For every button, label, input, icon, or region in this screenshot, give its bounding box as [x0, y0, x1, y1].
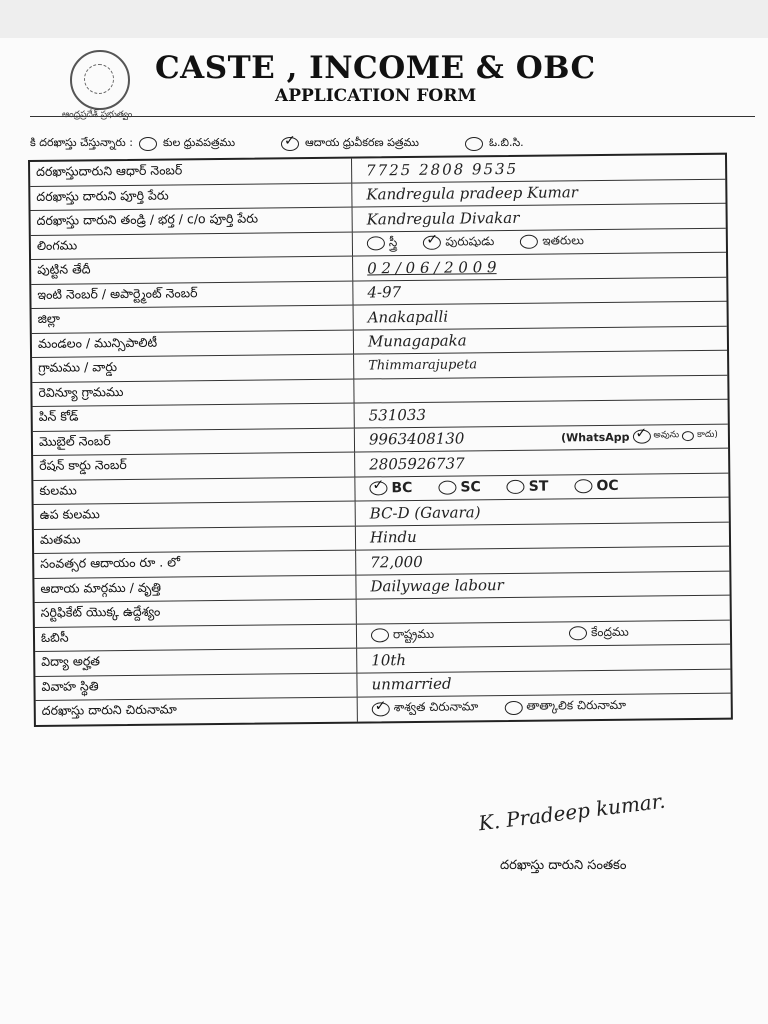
- address-options: [358, 694, 731, 721]
- caste-options: [355, 473, 728, 500]
- occupation-field[interactable]: Dailywage labour: [370, 576, 504, 596]
- village-field[interactable]: Thimmarajupeta: [368, 357, 478, 374]
- gender-male-checkbox[interactable]: [423, 236, 441, 250]
- header-divider: [30, 116, 755, 117]
- father-name-field[interactable]: Kandregula Divakar: [366, 208, 520, 229]
- dob-label: పుట్టిన తేదీ: [31, 257, 353, 284]
- obc-central-label: కేంద్రము: [591, 624, 629, 639]
- whatsapp-indicator: [561, 429, 718, 445]
- pin-field[interactable]: 531033: [368, 405, 427, 425]
- sub-caste-label: ఉప కులము: [34, 502, 356, 529]
- aadhaar-label: దరఖాస్తుదారుని ఆధార్ నెంబర్: [30, 159, 352, 186]
- signature-text: K. Pradeep kumar.: [477, 788, 667, 836]
- caste-oc-checkbox[interactable]: [574, 479, 592, 493]
- full-name-field[interactable]: Kandregula pradeep Kumar: [366, 183, 579, 204]
- apply-for-row: [30, 136, 730, 152]
- caste-sc-checkbox[interactable]: [438, 481, 456, 495]
- religion-label: మతము: [34, 526, 356, 553]
- income-label: సంవత్సర ఆదాయం రూ . లో: [34, 551, 356, 578]
- revenue-village-field[interactable]: [354, 375, 727, 402]
- revenue-village-label: రెవిన్యూ గ్రామము: [32, 379, 354, 406]
- aadhaar-field[interactable]: 7725 2808 9535: [366, 159, 519, 180]
- government-seal-icon: [70, 50, 130, 110]
- gender-female-label: స్త్రీ: [388, 234, 398, 249]
- mandal-label: మండలం / మున్సిపాలిటీ: [32, 330, 354, 357]
- ration-label: రేషన్ కార్డు నెంబర్: [33, 453, 355, 480]
- apply-income-label: ఆదాయ ధ్రువీకరణ పత్రము: [305, 136, 419, 149]
- apply-income-checkbox[interactable]: [281, 137, 299, 151]
- gender-male-label: పురుషుడు: [445, 233, 495, 249]
- mobile-field[interactable]: 9963408130: [368, 429, 465, 449]
- caste-label: కులము: [33, 477, 355, 504]
- obc-options: [357, 620, 730, 647]
- address-temporary-checkbox[interactable]: [504, 701, 522, 715]
- full-name-label: దరఖాస్తు దారుని పూర్తి పేరు: [30, 183, 352, 210]
- apply-caste-checkbox[interactable]: [139, 137, 157, 151]
- education-field[interactable]: 10th: [371, 650, 407, 670]
- obc-state-checkbox[interactable]: [371, 628, 389, 642]
- gender-other-checkbox[interactable]: [520, 235, 538, 249]
- apply-obc-checkbox[interactable]: [465, 137, 483, 151]
- purpose-label: సర్టిఫికేట్ యొక్క ఉద్దేశ్యం: [35, 600, 357, 627]
- page-top-strip: [0, 0, 768, 38]
- whatsapp-no-checkbox[interactable]: [682, 431, 694, 441]
- whatsapp-yes-checkbox[interactable]: [632, 430, 650, 444]
- house-no-field[interactable]: 4-97: [367, 283, 402, 302]
- gender-other-label: ఇతరులు: [542, 232, 584, 248]
- mobile-cell: [355, 424, 728, 451]
- house-no-label: ఇంటి నెంబర్ / అపార్ట్మెంట్ నెంబర్: [31, 281, 353, 308]
- address-permanent-label: శాశ్వత చిరునామా: [393, 699, 479, 715]
- mandal-field[interactable]: Munagapaka: [367, 331, 467, 351]
- sub-caste-field[interactable]: BC-D (Gavara): [369, 503, 481, 523]
- whatsapp-no-label: కాదు): [697, 430, 718, 441]
- form-title: CASTE , INCOME & OBC: [155, 50, 596, 86]
- purpose-field[interactable]: [357, 596, 730, 623]
- obc-central-checkbox[interactable]: [569, 626, 587, 640]
- gender-options: [353, 228, 726, 255]
- whatsapp-label: (WhatsApp: [560, 430, 630, 445]
- caste-st-label: ST: [528, 478, 549, 496]
- gender-label: లింగము: [31, 232, 353, 259]
- caste-oc-label: OC: [596, 478, 619, 495]
- apply-for-label: కి దరఖాస్తు చేస్తున్నారు :: [30, 136, 133, 149]
- marital-field[interactable]: unmarried: [371, 674, 452, 694]
- caste-st-checkbox[interactable]: [507, 480, 525, 494]
- apply-obc-label: ఓ.బి.సి.: [488, 136, 524, 149]
- obc-label: ఓబిసీ: [35, 624, 357, 651]
- pin-label: పిన్ కోడ్: [33, 404, 355, 431]
- marital-label: వివాహ స్థితి: [35, 673, 357, 700]
- address-label: దరఖాస్తు దారుని చిరునామా: [36, 698, 358, 725]
- apply-caste-label: కుల ధ్రువపత్రము: [162, 136, 235, 149]
- caste-bc-checkbox[interactable]: [369, 482, 387, 496]
- caste-bc-label: BC: [391, 480, 413, 497]
- form-subtitle: APPLICATION FORM: [275, 86, 477, 106]
- father-name-label: దరఖాస్తు దారుని తండ్రి / భర్త / c/o పూర్తి పేరు: [31, 208, 353, 235]
- address-temporary-label: తాత్కాలిక చిరునామా: [526, 698, 627, 714]
- signature-label: దరఖాస్తు దారుని సంతకం: [500, 858, 627, 873]
- seal-caption: ఆంధ్రప్రదేశ్ ప్రభుత్వం: [62, 110, 133, 120]
- religion-field[interactable]: Hindu: [369, 528, 417, 547]
- gender-female-checkbox[interactable]: [367, 237, 385, 251]
- address-permanent-checkbox[interactable]: [372, 702, 390, 716]
- occupation-label: ఆదాయ మార్గము / వృత్తి: [34, 575, 356, 602]
- whatsapp-yes-label: అవును: [653, 430, 680, 441]
- district-label: జిల్లా: [32, 306, 354, 333]
- dob-field[interactable]: 0 2 / 0 6 / 2 0 0 9: [367, 257, 497, 278]
- ration-field[interactable]: 2805926737: [369, 454, 465, 474]
- caste-sc-label: SC: [460, 479, 481, 496]
- district-field[interactable]: Anakapalli: [367, 307, 449, 327]
- education-label: విద్యా అర్హత: [35, 649, 357, 676]
- obc-state-label: రాష్ట్రము: [392, 626, 435, 641]
- application-table: [28, 153, 733, 727]
- mobile-label: మొబైల్ నెంబర్: [33, 428, 355, 455]
- village-label: గ్రామము / వార్డు: [32, 355, 354, 382]
- income-field[interactable]: 72,000: [370, 552, 423, 572]
